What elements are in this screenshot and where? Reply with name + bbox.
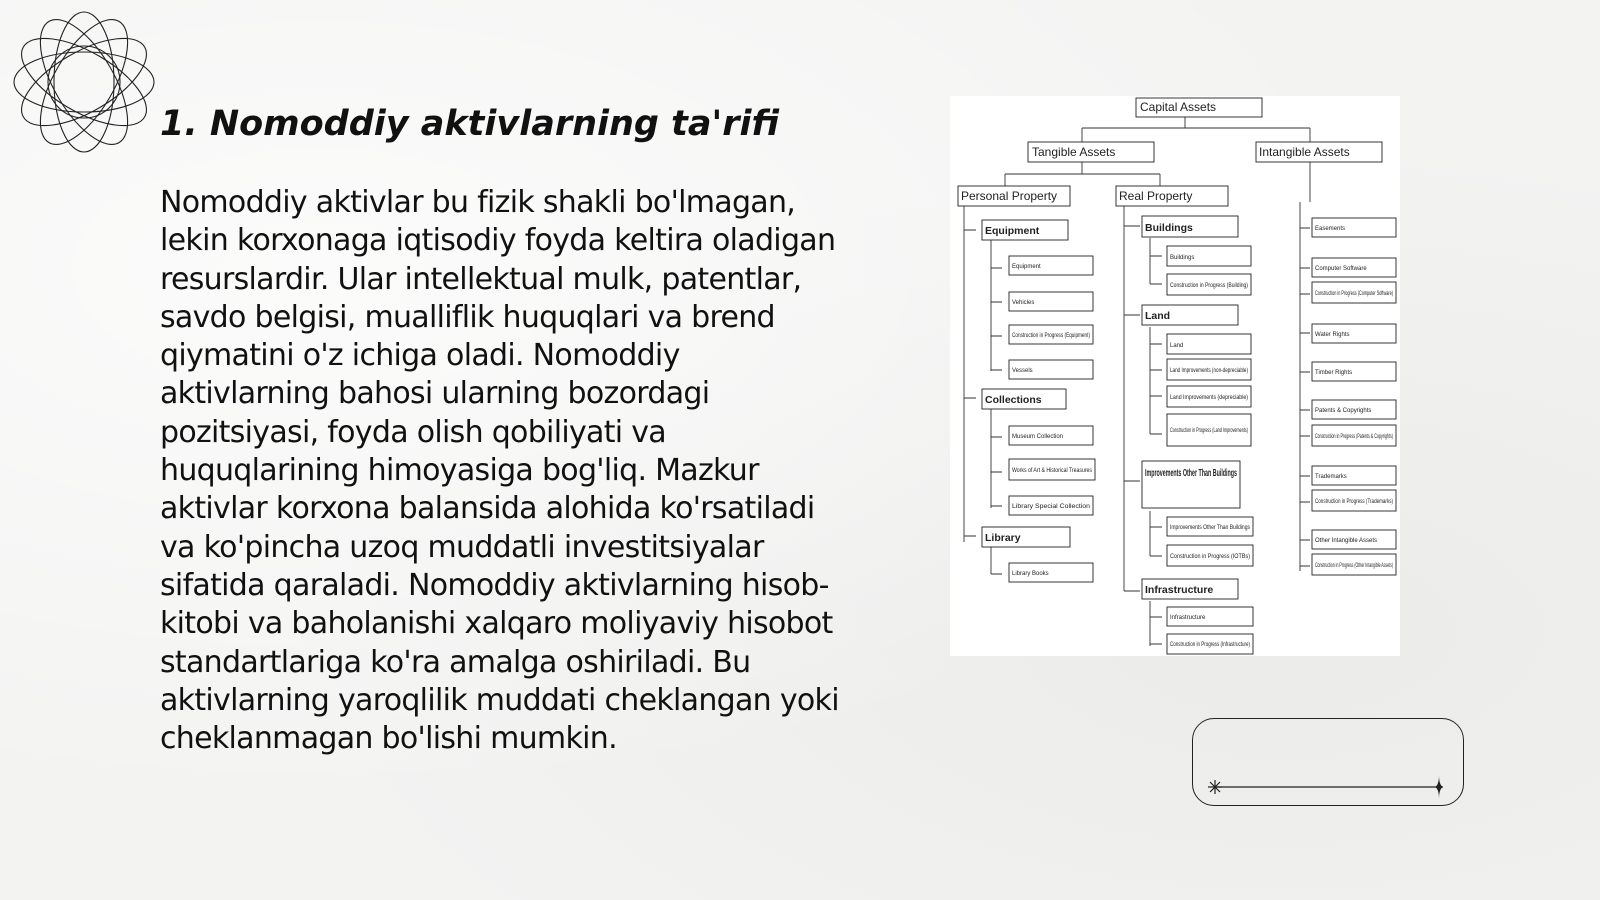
node-tangible-assets: Tangible Assets [1032, 145, 1116, 159]
leaf-computer-software: Computer Software [1315, 266, 1367, 272]
node-collections: Collections [985, 394, 1042, 406]
leaf-other-intangible: Other Intangible Assets [1315, 538, 1378, 544]
node-infrastructure: Infrastructure [1145, 584, 1214, 596]
leaf-library-books: Library Books [1012, 571, 1049, 577]
leaf-museum-collection: Museum Collection [1012, 434, 1064, 440]
leaf-cip-patents: Construction in Progress (Patents & Copyrights) [1315, 434, 1393, 440]
leaf-cip-computer-software: Construction in Progress (Computer Software) [1315, 291, 1394, 297]
node-equipment: Equipment [985, 225, 1040, 237]
leaf-buildings: Buildings [1170, 255, 1195, 261]
leaf-cip-equipment: Construction in Progress (Equipment) [1012, 333, 1090, 339]
node-improvements-other-than-buildings: Improvements Other Than Buildings [1145, 468, 1238, 479]
node-library: Library [985, 532, 1021, 544]
slide-body-text: Nomoddiy aktivlar bu fizik shakli bo'lmagan, lekin korxonaga iqtisodiy foyda keltira oladigan resurslardir. Ular intellektual mulk, patentlar, savdo belgisi, mualliflik huquqlari va brend qiymatini o'z ichiga oladi. Nomoddiy aktivlarning bahosi ularning bozordagi pozitsiyasi, foyda olish qobiliyati va huquqlarining himoyasiga bog'liq. Mazkur aktivlar korxona balansida alohida ko'rsatiladi va ko'pincha uzoq muddatli investitsiyalar sifatida qaraladi. Nomoddiy aktivlarning hisob-kitobi va baholanishi xalqaro moliyaviy hisobot standartlariga ko'ra amalga oshiriladi. Bu aktivlarning yaroqlilik muddati cheklangan yoki cheklanmagan bo'lishi mumkin. [160, 185, 839, 757]
leaf-patents-copyrights: Patents & Copyrights [1315, 408, 1372, 414]
leaf-vehicles: Vehicles [1012, 300, 1035, 306]
leaf-land-improvements-nondep: Land Improvements (non-depreciable) [1170, 368, 1248, 374]
leaf-equipment: Equipment [1012, 264, 1041, 270]
node-personal-property: Personal Property [961, 189, 1058, 203]
leaf-land-improvements-dep: Land Improvements (depreciable) [1170, 395, 1248, 401]
leaf-cip-other-intangible: Construction in Progress (Other Intangible Assets) [1315, 563, 1393, 569]
slide-title: 1. Nomoddiy aktivlarning ta'rifi [160, 104, 780, 144]
leaf-infrastructure: Infrastructure [1170, 615, 1206, 621]
leaf-cip-trademarks: Construction in Progress (Trademarks) [1315, 499, 1393, 505]
leaf-cip-infrastructure: Construction in Progress (Infrastructure) [1170, 642, 1250, 648]
capital-assets-diagram [950, 96, 1400, 656]
leaf-water-rights: Water Rights [1315, 332, 1350, 338]
node-buildings: Buildings [1145, 222, 1193, 234]
node-intangible-assets: Intangible Assets [1259, 145, 1350, 159]
leaf-cip-land-improvements: Construction in Progress (Land Improvements) [1170, 428, 1248, 434]
node-real-property: Real Property [1119, 189, 1193, 203]
leaf-land: Land [1170, 343, 1184, 349]
node-capital-assets: Capital Assets [1140, 100, 1217, 114]
leaf-trademarks: Trademarks [1315, 474, 1347, 480]
star-line-icon [1193, 719, 1465, 807]
leaf-works-of-art: Works of Art & Historical Treasures [1012, 468, 1092, 474]
leaf-easements: Easements [1315, 226, 1346, 232]
orbital-rings-logo [10, 8, 158, 156]
leaf-library-special-collection: Library Special Collection [1012, 504, 1090, 510]
leaf-cip-building: Construction in Progress (Building) [1170, 283, 1248, 289]
leaf-cip-iotb: Construction in Progress (IOTBs) [1170, 554, 1251, 560]
node-land: Land [1145, 310, 1171, 322]
leaf-vessels: Vessels [1012, 368, 1033, 374]
decorative-frame [1192, 718, 1464, 806]
leaf-timber-rights: Timber Rights [1315, 370, 1353, 376]
leaf-iotb: Improvements Other Than Buildings [1170, 525, 1250, 531]
